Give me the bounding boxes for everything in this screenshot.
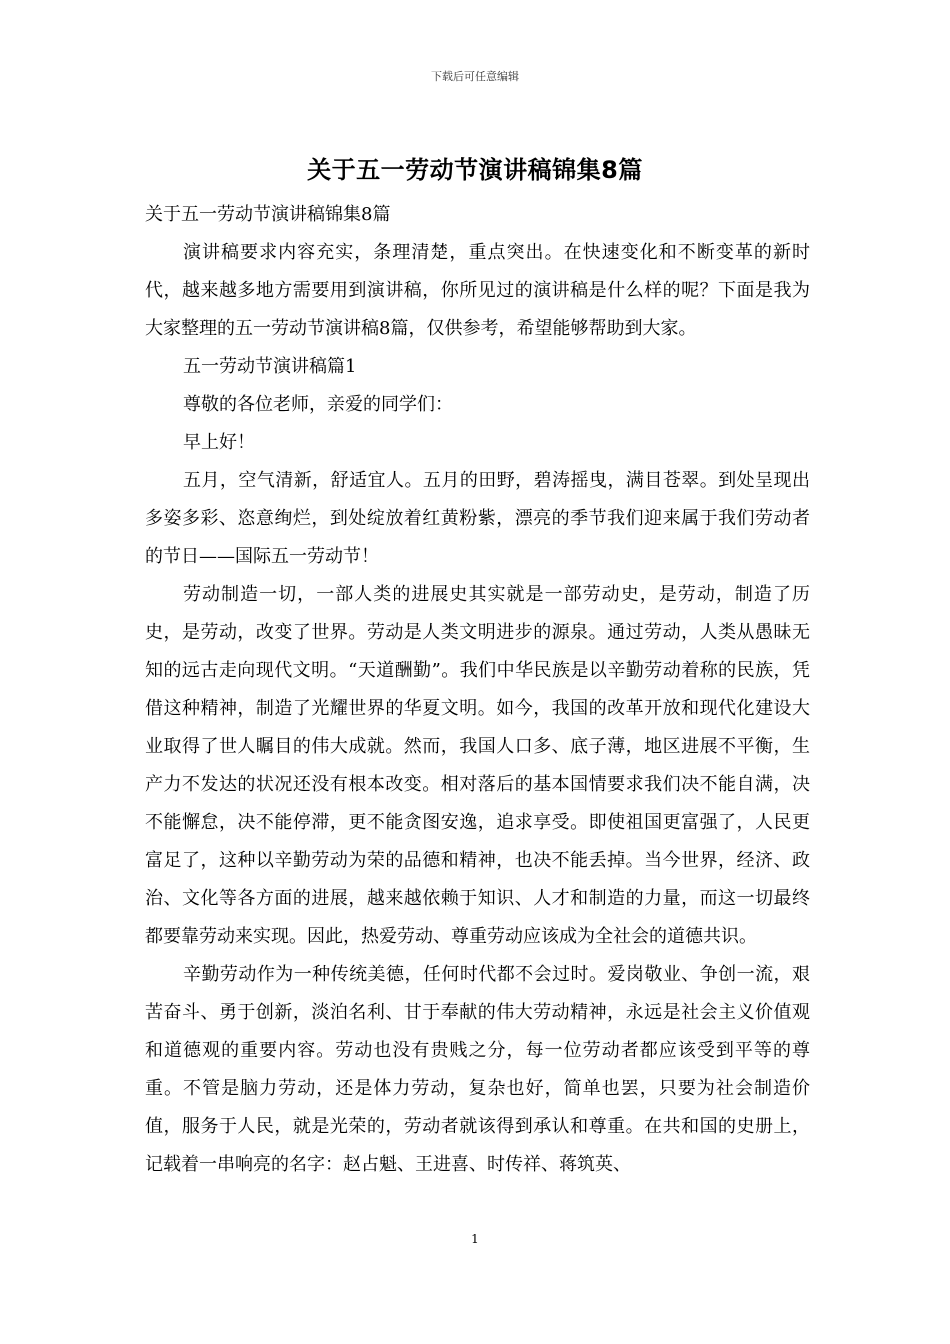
- subtitle-paragraph: 关于五一劳动节演讲稿锦集8篇: [145, 204, 391, 225]
- header-note: 下载后可任意编辑: [431, 70, 519, 83]
- body-paragraph: 辛勤劳动作为一种传统美德，任何时代都不会过时。爱岗敬业、争创一流，艰苦奋斗、勇于创新，淡泊名利、甘于奉献的伟大劳动精神，永远是社会主义价值观和道德观的重要内容。劳动也没有贵贱之分，每一位劳动者都应该受到平等的尊重。不管是脑力劳动，还是体力劳动，复杂也好，简单也罢，只要为社会制造价值，服务于人民，就是光荣的，劳动者就该得到承认和尊重。在共和国的史册上，记载着一串响亮的名字：赵占魁、王进喜、时传祥、蒋筑英、: [145, 964, 810, 1175]
- body-paragraph: 五月，空气清新，舒适宜人。五月的田野，碧涛摇曳，满目苍翠。到处呈现出多姿多彩、恣意绚烂，到处绽放着红黄粉紫，漂亮的季节我们迎来属于我们劳动者的节日——国际五一劳动节！: [145, 470, 810, 567]
- document-body: [145, 196, 810, 1184]
- salutation-paragraph: 尊敬的各位老师，亲爱的同学们：: [183, 394, 453, 415]
- greeting-paragraph: 早上好！: [183, 432, 255, 453]
- section-heading: 五一劳动节演讲稿篇1: [183, 356, 357, 377]
- intro-paragraph: 演讲稿要求内容充实，条理清楚，重点突出。在快速变化和不断变革的新时代，越来越多地方需要用到演讲稿，你所见过的演讲稿是什么样的呢？下面是我为大家整理的五一劳动节演讲稿8篇，仅供参考，希望能够帮助到大家。: [145, 242, 810, 339]
- body-paragraph: 劳动制造一切，一部人类的进展史其实就是一部劳动史，是劳动，制造了历史，是劳动，改变了世界。劳动是人类文明进步的源泉。通过劳动，人类从愚昧无知的远古走向现代文明。“天道酬勤”。我们中华民族是以辛勤劳动着称的民族，凭借这种精神，制造了光耀世界的华夏文明。如今，我国的改革开放和现代化建设大业取得了世人瞩目的伟大成就。然而，我国人口多、底子薄，地区进展不平衡，生产力不发达的状况还没有根本改变。相对落后的基本国情要求我们决不能自满，决不能懈怠，决不能停滞，更不能贪图安逸，追求享受。即使祖国更富强了，人民更富足了，这种以辛勤劳动为荣的品德和精神，也决不能丢掉。当今世界，经济、政治、文化等各方面的进展，越来越依赖于知识、人才和制造的力量，而这一切最终都要靠劳动来实现。因此，热爱劳动、尊重劳动应该成为全社会的道德共识。: [145, 584, 810, 947]
- page-number: 1: [471, 1232, 479, 1246]
- document-title: 关于五一劳动节演讲稿锦集8篇: [307, 156, 643, 184]
